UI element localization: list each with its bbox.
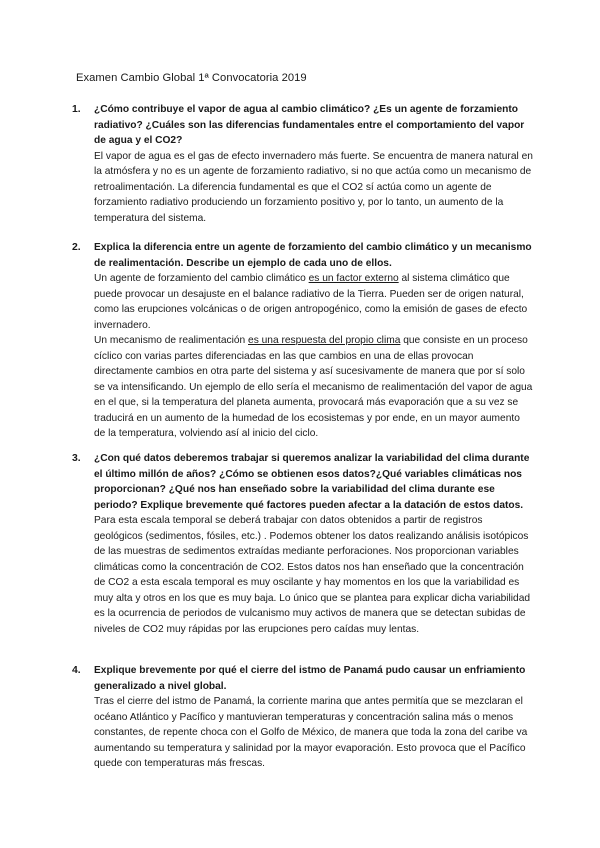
- question-item-2: [72, 240, 534, 442]
- question-text: Explique brevemente por qué el cierre del istmo de Panamá pudo causar un enfriamiento generalizado a nivel global.: [94, 665, 526, 692]
- question-text: ¿Cómo contribuye el vapor de agua al cambio climático? ¿Es un agente de forzamiento radiativo? ¿Cuáles son las diferencias fundamentales entre el comportamiento del vapor de agua y el CO2?: [94, 104, 525, 146]
- question-item-3: [72, 451, 534, 637]
- answer-paragraph-1: [94, 271, 534, 333]
- answer-underlined-phrase: es una respuesta del propio clima: [248, 335, 401, 346]
- answer-fragment: al sistema climático que puede provocar un desajuste en el balance radiativo de la Tierra. Pueden ser de origen natural, como las erupciones volcánicas o de origen antropogénico, como la emisión de gases de efecto invernadero.: [94, 273, 528, 331]
- question-number: 4.: [72, 665, 81, 676]
- answer-underlined-phrase: es un factor externo: [308, 273, 399, 284]
- document-title: Examen Cambio Global 1ª Convocatoria 2019: [76, 72, 307, 84]
- question-number: 3.: [72, 453, 81, 464]
- answer-paragraph-2: [94, 333, 534, 442]
- question-number: 1.: [72, 104, 81, 115]
- answer-text: Para esta escala temporal se deberá trabajar con datos obtenidos a partir de registros geológicos (sedimentos, fósiles, etc.) . Podemos obtener los datos realizando análisis isotópicos de las muestras de sedimentos extraídas mediante perforaciones. Nos proporcionan variables climáticas como la concentración de CO2. Estos datos nos han enseñado que la concentración de CO2 a esta escala temporal es muy oscilante y hay momentos en los que la variabilidad es muy alta y otros en los que es muy baja. Lo único que se plantea para explicar dicha variabilidad es la ocurrencia de periodos de vulcanismo muy activos de manera que se detectan subidas de niveles de CO2 muy rápidas por las erupciones pero caídas muy lentas.: [94, 515, 531, 635]
- answer-fragment: que consiste en un proceso cíclico con varias partes diferenciadas en las que cambios en una de ellas provocan directamente cambios en otra parte del sistema y así sucesivamente de manera que por sí solo se va intensificando. Un ejemplo de ello sería el mecanismo de realimentación del vapor de agua en el que, si la temperatura del planeta aumenta, provocará más evaporación que a su vez se traducirá en un aumento de la humedad de los ecosistemas y por ende, en un mayor aumento de la temperatura, volviendo así al inicio del ciclo.: [94, 335, 533, 439]
- question-item-1: [72, 102, 534, 226]
- answer-text: Tras el cierre del istmo de Panamá, la corriente marina que antes permitía que se mezclaran el océano Atlántico y Pacífico y mantuvieran temperaturas y concentración salina más o menos constantes, de repente choca con el Golfo de México, de manera que toda la zona del caribe va aumentando su temperatura y salinidad por la mayor evaporación. Esto provoca que el Pacífico quede con temperaturas más frescas.: [94, 696, 528, 769]
- question-text: ¿Con qué datos deberemos trabajar si queremos analizar la variabilidad del clima durante el último millón de años? ¿Cómo se obtienen esos datos?¿Qué variables climáticas nos proporcionan? ¿Qué nos han enseñado sobre la variabilidad del clima durante ese periodo? Explique brevemente qué factores pueden afectar a la datación de estos datos.: [94, 453, 530, 511]
- answer-fragment: Un mecanismo de realimentación: [94, 335, 249, 346]
- question-text: Explica la diferencia entre un agente de forzamiento del cambio climático y un mecanismo de realimentación. Describe un ejemplo de cada uno de ellos.: [94, 242, 532, 269]
- answer-fragment: Un agente de forzamiento del cambio climático: [94, 273, 309, 284]
- answer-text: El vapor de agua es el gas de efecto invernadero más fuerte. Se encuentra de manera natural en la atmósfera y no es un agente de forzamiento radiativo, si no que actúa como un mecanismo de retroalimentación. La diferencia fundamental es que el CO2 sí actúa como un agente de forzamiento radiativo produciendo un forzamiento positivo y, por lo tanto, un aumento de la temperatura del sistema.: [94, 150, 533, 224]
- question-item-4: [72, 663, 534, 772]
- question-number: 2.: [72, 242, 81, 253]
